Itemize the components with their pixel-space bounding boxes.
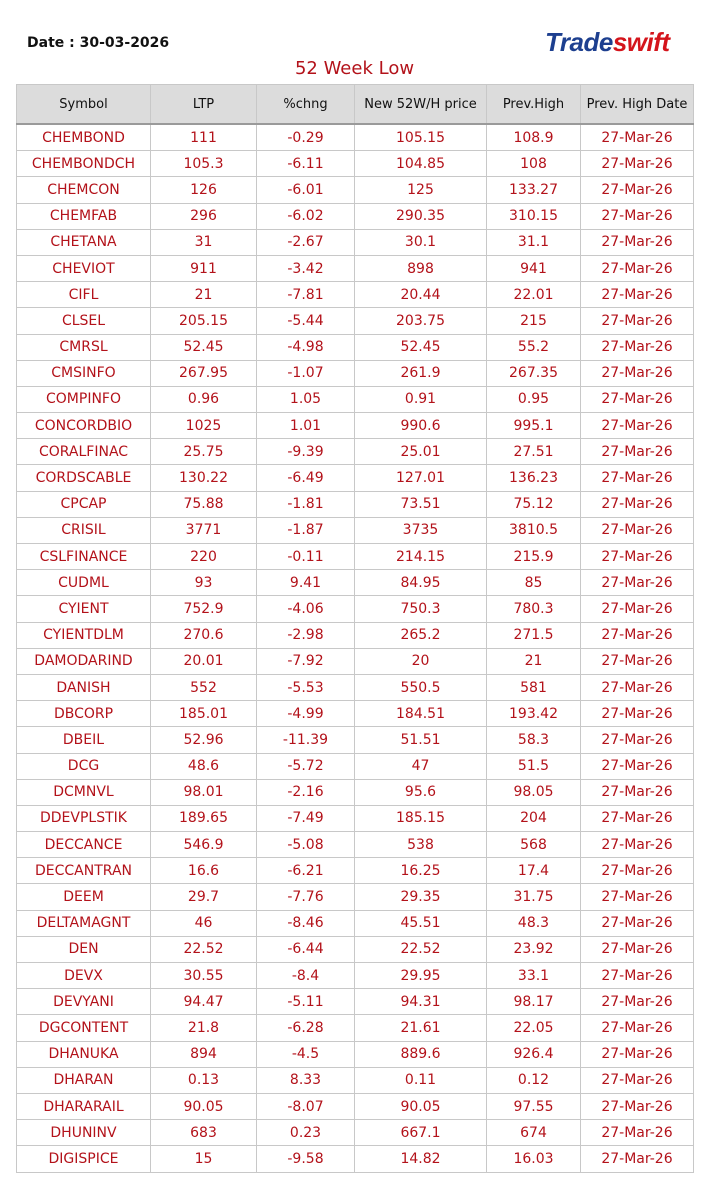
table-row [17, 1146, 694, 1172]
cell-pct-change: -2.67 [257, 229, 355, 255]
cell-prev-high-date: 27-Mar-26 [581, 832, 694, 858]
cell-new-52w-price: 45.51 [355, 910, 487, 936]
cell-prev-high: 21 [487, 648, 581, 674]
cell-ltp: 22.52 [151, 936, 257, 962]
cell-prev-high-date: 27-Mar-26 [581, 1015, 694, 1041]
table-row [17, 124, 694, 151]
cell-symbol: DHANUKA [17, 1041, 151, 1067]
cell-pct-change: -6.44 [257, 936, 355, 962]
report-date: Date : 30-03-2026 [27, 35, 170, 51]
cell-pct-change: -4.5 [257, 1041, 355, 1067]
cell-symbol: COMPINFO [17, 386, 151, 412]
cell-pct-change: -6.28 [257, 1015, 355, 1041]
cell-prev-high: 674 [487, 1120, 581, 1146]
cell-prev-high-date: 27-Mar-26 [581, 465, 694, 491]
table-body [17, 124, 694, 1172]
cell-ltp: 911 [151, 255, 257, 281]
cell-ltp: 16.6 [151, 858, 257, 884]
cell-new-52w-price: 898 [355, 255, 487, 281]
cell-ltp: 98.01 [151, 779, 257, 805]
table-row [17, 491, 694, 517]
cell-prev-high-date: 27-Mar-26 [581, 124, 694, 151]
cell-symbol: DEVX [17, 963, 151, 989]
cell-prev-high-date: 27-Mar-26 [581, 255, 694, 281]
cell-pct-change: -5.53 [257, 674, 355, 700]
cell-new-52w-price: 214.15 [355, 544, 487, 570]
cell-prev-high: 941 [487, 255, 581, 281]
cell-symbol: DECCANTRAN [17, 858, 151, 884]
cell-new-52w-price: 94.31 [355, 989, 487, 1015]
tradeswift-logo [545, 27, 670, 58]
table-row [17, 753, 694, 779]
cell-ltp: 52.45 [151, 334, 257, 360]
cell-prev-high: 215 [487, 308, 581, 334]
cell-new-52w-price: 22.52 [355, 936, 487, 962]
cell-ltp: 15 [151, 1146, 257, 1172]
cell-prev-high: 3810.5 [487, 517, 581, 543]
cell-prev-high: 108.9 [487, 124, 581, 151]
cell-new-52w-price: 990.6 [355, 413, 487, 439]
cell-pct-change: -6.11 [257, 151, 355, 177]
cell-prev-high: 22.05 [487, 1015, 581, 1041]
cell-new-52w-price: 185.15 [355, 805, 487, 831]
cell-prev-high: 0.12 [487, 1067, 581, 1093]
table-row [17, 203, 694, 229]
cell-symbol: CHEMBONDCH [17, 151, 151, 177]
cell-prev-high-date: 27-Mar-26 [581, 1093, 694, 1119]
cell-ltp: 25.75 [151, 439, 257, 465]
cell-new-52w-price: 750.3 [355, 596, 487, 622]
cell-prev-high: 31.1 [487, 229, 581, 255]
cell-prev-high: 31.75 [487, 884, 581, 910]
cell-prev-high: 271.5 [487, 622, 581, 648]
cell-new-52w-price: 14.82 [355, 1146, 487, 1172]
cell-ltp: 30.55 [151, 963, 257, 989]
cell-prev-high-date: 27-Mar-26 [581, 177, 694, 203]
cell-symbol: CHEMCON [17, 177, 151, 203]
cell-prev-high: 926.4 [487, 1041, 581, 1067]
cell-ltp: 894 [151, 1041, 257, 1067]
cell-new-52w-price: 127.01 [355, 465, 487, 491]
cell-new-52w-price: 125 [355, 177, 487, 203]
table-row [17, 674, 694, 700]
cell-prev-high-date: 27-Mar-26 [581, 203, 694, 229]
cell-symbol: CMRSL [17, 334, 151, 360]
cell-prev-high: 204 [487, 805, 581, 831]
cell-prev-high-date: 27-Mar-26 [581, 1120, 694, 1146]
table-row [17, 727, 694, 753]
cell-symbol: DEEM [17, 884, 151, 910]
cell-new-52w-price: 667.1 [355, 1120, 487, 1146]
table-row [17, 308, 694, 334]
cell-pct-change: -5.72 [257, 753, 355, 779]
cell-symbol: CSLFINANCE [17, 544, 151, 570]
cell-ltp: 752.9 [151, 596, 257, 622]
cell-new-52w-price: 16.25 [355, 858, 487, 884]
cell-symbol: DECCANCE [17, 832, 151, 858]
table-row [17, 989, 694, 1015]
table-row [17, 701, 694, 727]
cell-new-52w-price: 550.5 [355, 674, 487, 700]
table-row [17, 1093, 694, 1119]
table-row [17, 360, 694, 386]
cell-prev-high: 98.05 [487, 779, 581, 805]
cell-new-52w-price: 90.05 [355, 1093, 487, 1119]
cell-pct-change: -9.39 [257, 439, 355, 465]
cell-prev-high: 27.51 [487, 439, 581, 465]
cell-symbol: CYIENT [17, 596, 151, 622]
cell-prev-high-date: 27-Mar-26 [581, 439, 694, 465]
cell-prev-high-date: 27-Mar-26 [581, 229, 694, 255]
cell-new-52w-price: 3735 [355, 517, 487, 543]
table-row [17, 596, 694, 622]
cell-pct-change: 8.33 [257, 1067, 355, 1093]
cell-ltp: 105.3 [151, 151, 257, 177]
cell-symbol: CRISIL [17, 517, 151, 543]
cell-prev-high-date: 27-Mar-26 [581, 779, 694, 805]
cell-symbol: DANISH [17, 674, 151, 700]
cell-pct-change: -6.01 [257, 177, 355, 203]
cell-prev-high-date: 27-Mar-26 [581, 413, 694, 439]
cell-prev-high-date: 27-Mar-26 [581, 282, 694, 308]
cell-prev-high: 97.55 [487, 1093, 581, 1119]
table-row [17, 1015, 694, 1041]
table-row [17, 413, 694, 439]
cell-ltp: 52.96 [151, 727, 257, 753]
table-row [17, 779, 694, 805]
cell-prev-high-date: 27-Mar-26 [581, 151, 694, 177]
cell-prev-high: 55.2 [487, 334, 581, 360]
cell-ltp: 189.65 [151, 805, 257, 831]
table-row [17, 622, 694, 648]
cell-new-52w-price: 47 [355, 753, 487, 779]
column-header-new-52w-price: New 52W/H price [355, 85, 487, 125]
cell-pct-change: -6.02 [257, 203, 355, 229]
cell-prev-high: 310.15 [487, 203, 581, 229]
table-row [17, 517, 694, 543]
cell-ltp: 1025 [151, 413, 257, 439]
cell-prev-high: 133.27 [487, 177, 581, 203]
cell-prev-high: 193.42 [487, 701, 581, 727]
cell-symbol: DAMODARIND [17, 648, 151, 674]
cell-ltp: 270.6 [151, 622, 257, 648]
table-row [17, 648, 694, 674]
cell-prev-high: 33.1 [487, 963, 581, 989]
cell-new-52w-price: 290.35 [355, 203, 487, 229]
cell-pct-change: -4.98 [257, 334, 355, 360]
cell-symbol: DBEIL [17, 727, 151, 753]
cell-ltp: 185.01 [151, 701, 257, 727]
cell-pct-change: -5.08 [257, 832, 355, 858]
cell-prev-high: 17.4 [487, 858, 581, 884]
cell-prev-high: 995.1 [487, 413, 581, 439]
cell-pct-change: -4.99 [257, 701, 355, 727]
cell-pct-change: -3.42 [257, 255, 355, 281]
cell-ltp: 205.15 [151, 308, 257, 334]
cell-new-52w-price: 73.51 [355, 491, 487, 517]
table-row [17, 282, 694, 308]
cell-pct-change: -2.16 [257, 779, 355, 805]
cell-prev-high: 215.9 [487, 544, 581, 570]
cell-pct-change: 9.41 [257, 570, 355, 596]
cell-new-52w-price: 30.1 [355, 229, 487, 255]
cell-pct-change: 1.05 [257, 386, 355, 412]
cell-new-52w-price: 0.11 [355, 1067, 487, 1093]
cell-pct-change: -11.39 [257, 727, 355, 753]
cell-prev-high-date: 27-Mar-26 [581, 727, 694, 753]
column-header-ltp: LTP [151, 85, 257, 125]
cell-symbol: DCG [17, 753, 151, 779]
table-row [17, 1067, 694, 1093]
cell-symbol: DHARARAIL [17, 1093, 151, 1119]
table-row [17, 1120, 694, 1146]
table-row [17, 805, 694, 831]
cell-prev-high: 16.03 [487, 1146, 581, 1172]
table-header-row [17, 85, 694, 125]
table-row [17, 177, 694, 203]
cell-prev-high-date: 27-Mar-26 [581, 308, 694, 334]
cell-ltp: 546.9 [151, 832, 257, 858]
cell-new-52w-price: 261.9 [355, 360, 487, 386]
cell-prev-high-date: 27-Mar-26 [581, 334, 694, 360]
cell-prev-high-date: 27-Mar-26 [581, 858, 694, 884]
cell-prev-high-date: 27-Mar-26 [581, 936, 694, 962]
cell-ltp: 31 [151, 229, 257, 255]
cell-prev-high-date: 27-Mar-26 [581, 1146, 694, 1172]
cell-symbol: CHEMFAB [17, 203, 151, 229]
cell-pct-change: -1.07 [257, 360, 355, 386]
table-row [17, 465, 694, 491]
cell-ltp: 111 [151, 124, 257, 151]
table-row [17, 229, 694, 255]
cell-ltp: 0.96 [151, 386, 257, 412]
cell-pct-change: -7.49 [257, 805, 355, 831]
cell-new-52w-price: 29.95 [355, 963, 487, 989]
cell-prev-high: 568 [487, 832, 581, 858]
cell-pct-change: 1.01 [257, 413, 355, 439]
cell-new-52w-price: 29.35 [355, 884, 487, 910]
cell-pct-change: -0.11 [257, 544, 355, 570]
cell-pct-change: -1.87 [257, 517, 355, 543]
logo-part-swift: swift [612, 27, 670, 57]
cell-pct-change: -5.44 [257, 308, 355, 334]
cell-pct-change: -5.11 [257, 989, 355, 1015]
cell-new-52w-price: 889.6 [355, 1041, 487, 1067]
cell-prev-high-date: 27-Mar-26 [581, 517, 694, 543]
cell-symbol: CIFL [17, 282, 151, 308]
cell-pct-change: -7.81 [257, 282, 355, 308]
cell-pct-change: -7.76 [257, 884, 355, 910]
cell-symbol: DGCONTENT [17, 1015, 151, 1041]
cell-pct-change: -8.07 [257, 1093, 355, 1119]
table-row [17, 963, 694, 989]
cell-pct-change: -8.4 [257, 963, 355, 989]
table-row [17, 910, 694, 936]
cell-new-52w-price: 203.75 [355, 308, 487, 334]
cell-prev-high-date: 27-Mar-26 [581, 884, 694, 910]
cell-ltp: 683 [151, 1120, 257, 1146]
cell-prev-high-date: 27-Mar-26 [581, 596, 694, 622]
cell-prev-high: 581 [487, 674, 581, 700]
cell-symbol: CHETANA [17, 229, 151, 255]
cell-symbol: DELTAMAGNT [17, 910, 151, 936]
cell-new-52w-price: 21.61 [355, 1015, 487, 1041]
column-header-pct-change: %chng [257, 85, 355, 125]
cell-prev-high: 58.3 [487, 727, 581, 753]
table-row [17, 570, 694, 596]
cell-prev-high: 136.23 [487, 465, 581, 491]
cell-new-52w-price: 95.6 [355, 779, 487, 805]
cell-prev-high: 267.35 [487, 360, 581, 386]
cell-prev-high: 23.92 [487, 936, 581, 962]
cell-new-52w-price: 538 [355, 832, 487, 858]
cell-prev-high: 108 [487, 151, 581, 177]
cell-symbol: CHEMBOND [17, 124, 151, 151]
column-header-symbol: Symbol [17, 85, 151, 125]
table-row [17, 386, 694, 412]
cell-symbol: DHARAN [17, 1067, 151, 1093]
cell-prev-high: 780.3 [487, 596, 581, 622]
cell-ltp: 552 [151, 674, 257, 700]
cell-symbol: DCMNVL [17, 779, 151, 805]
cell-new-52w-price: 184.51 [355, 701, 487, 727]
page-title: 52 Week Low [294, 58, 415, 79]
cell-new-52w-price: 104.85 [355, 151, 487, 177]
cell-prev-high-date: 27-Mar-26 [581, 989, 694, 1015]
cell-symbol: DBCORP [17, 701, 151, 727]
table-row [17, 255, 694, 281]
cell-new-52w-price: 20.44 [355, 282, 487, 308]
cell-prev-high-date: 27-Mar-26 [581, 622, 694, 648]
cell-ltp: 296 [151, 203, 257, 229]
cell-symbol: DEVYANI [17, 989, 151, 1015]
cell-pct-change: -6.21 [257, 858, 355, 884]
cell-pct-change: -8.46 [257, 910, 355, 936]
cell-new-52w-price: 265.2 [355, 622, 487, 648]
cell-symbol: CONCORDBIO [17, 413, 151, 439]
cell-prev-high-date: 27-Mar-26 [581, 386, 694, 412]
cell-prev-high: 98.17 [487, 989, 581, 1015]
cell-ltp: 267.95 [151, 360, 257, 386]
cell-prev-high-date: 27-Mar-26 [581, 674, 694, 700]
cell-prev-high-date: 27-Mar-26 [581, 910, 694, 936]
cell-ltp: 21.8 [151, 1015, 257, 1041]
cell-new-52w-price: 51.51 [355, 727, 487, 753]
table-row [17, 1041, 694, 1067]
cell-pct-change: -2.98 [257, 622, 355, 648]
cell-pct-change: -6.49 [257, 465, 355, 491]
cell-prev-high: 51.5 [487, 753, 581, 779]
table-row [17, 334, 694, 360]
table-row [17, 439, 694, 465]
cell-prev-high-date: 27-Mar-26 [581, 701, 694, 727]
cell-new-52w-price: 52.45 [355, 334, 487, 360]
cell-prev-high-date: 27-Mar-26 [581, 360, 694, 386]
cell-symbol: CORDSCABLE [17, 465, 151, 491]
cell-ltp: 29.7 [151, 884, 257, 910]
cell-symbol: DEN [17, 936, 151, 962]
cell-ltp: 126 [151, 177, 257, 203]
cell-new-52w-price: 105.15 [355, 124, 487, 151]
cell-prev-high-date: 27-Mar-26 [581, 491, 694, 517]
cell-symbol: CMSINFO [17, 360, 151, 386]
cell-new-52w-price: 25.01 [355, 439, 487, 465]
cell-prev-high-date: 27-Mar-26 [581, 570, 694, 596]
cell-ltp: 20.01 [151, 648, 257, 674]
cell-prev-high-date: 27-Mar-26 [581, 1067, 694, 1093]
cell-prev-high-date: 27-Mar-26 [581, 544, 694, 570]
cell-ltp: 94.47 [151, 989, 257, 1015]
cell-prev-high-date: 27-Mar-26 [581, 648, 694, 674]
cell-pct-change: -4.06 [257, 596, 355, 622]
cell-prev-high: 48.3 [487, 910, 581, 936]
cell-ltp: 48.6 [151, 753, 257, 779]
cell-pct-change: -1.81 [257, 491, 355, 517]
cell-prev-high: 75.12 [487, 491, 581, 517]
column-header-prev-high: Prev.High [487, 85, 581, 125]
cell-symbol: CLSEL [17, 308, 151, 334]
cell-ltp: 75.88 [151, 491, 257, 517]
cell-prev-high-date: 27-Mar-26 [581, 1041, 694, 1067]
cell-ltp: 130.22 [151, 465, 257, 491]
cell-prev-high-date: 27-Mar-26 [581, 753, 694, 779]
cell-ltp: 93 [151, 570, 257, 596]
cell-ltp: 0.13 [151, 1067, 257, 1093]
table-row [17, 884, 694, 910]
cell-symbol: CYIENTDLM [17, 622, 151, 648]
cell-prev-high-date: 27-Mar-26 [581, 963, 694, 989]
cell-symbol: CUDML [17, 570, 151, 596]
cell-new-52w-price: 0.91 [355, 386, 487, 412]
table-row [17, 832, 694, 858]
cell-symbol: CORALFINAC [17, 439, 151, 465]
column-header-prev-high-date: Prev. High Date [581, 85, 694, 125]
cell-ltp: 3771 [151, 517, 257, 543]
table-row [17, 858, 694, 884]
stock-table [16, 84, 694, 1173]
cell-prev-high: 0.95 [487, 386, 581, 412]
table-row [17, 544, 694, 570]
table-row [17, 936, 694, 962]
logo-part-trade: Trade [545, 27, 613, 57]
cell-prev-high: 22.01 [487, 282, 581, 308]
table-row [17, 151, 694, 177]
cell-pct-change: -9.58 [257, 1146, 355, 1172]
cell-ltp: 21 [151, 282, 257, 308]
cell-pct-change: 0.23 [257, 1120, 355, 1146]
cell-ltp: 46 [151, 910, 257, 936]
cell-pct-change: -7.92 [257, 648, 355, 674]
cell-ltp: 220 [151, 544, 257, 570]
cell-pct-change: -0.29 [257, 124, 355, 151]
cell-prev-high-date: 27-Mar-26 [581, 805, 694, 831]
cell-symbol: DHUNINV [17, 1120, 151, 1146]
cell-symbol: CPCAP [17, 491, 151, 517]
cell-symbol: DIGISPICE [17, 1146, 151, 1172]
cell-symbol: DDEVPLSTIK [17, 805, 151, 831]
cell-new-52w-price: 84.95 [355, 570, 487, 596]
cell-new-52w-price: 20 [355, 648, 487, 674]
cell-symbol: CHEVIOT [17, 255, 151, 281]
cell-prev-high: 85 [487, 570, 581, 596]
cell-ltp: 90.05 [151, 1093, 257, 1119]
